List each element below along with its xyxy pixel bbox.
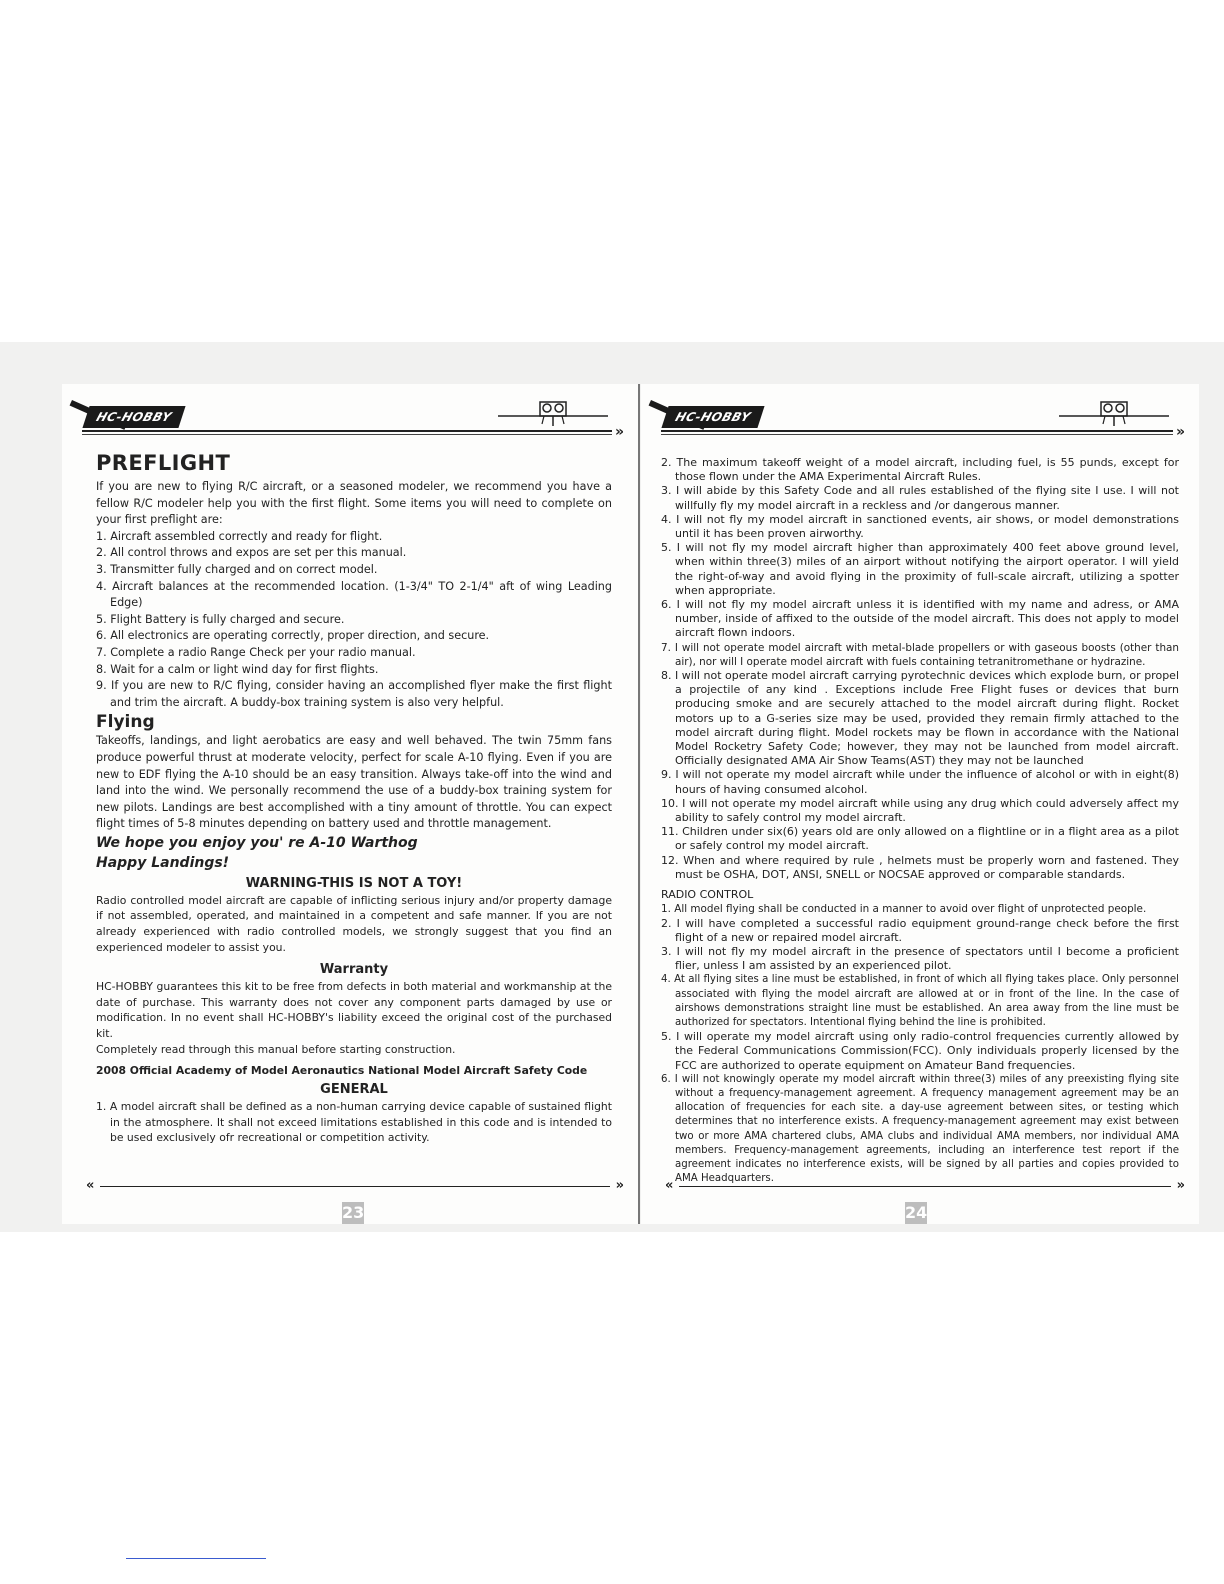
warranty-note: Completely read through this manual before starting construction. — [96, 1042, 456, 1056]
header-rule — [661, 430, 1173, 432]
page-header — [82, 392, 628, 438]
happy-landings-line: Happy Landings! — [96, 854, 230, 871]
footer-left-chevron-icon: « — [86, 1178, 95, 1193]
general-item: 7. I will not operate model aircraft with metal-blade propellers or with gaseous boosts (other than air), nor will I operate model aircraft with fuels containing tetranitromethane or hydrazine. — [661, 641, 1179, 668]
checklist-item: 6. All electronics are operating correctly, proper direction, and secure. — [96, 629, 490, 643]
checklist-item: 4. Aircraft balances at the recommended location. (1-3/4" TO 2-1/4" aft of wing Leading Edge) — [96, 579, 612, 610]
radio-item: 2. I will have completed a successful radio equipment ground-range check before the first flight of a new or repaired model aircraft. — [661, 916, 1179, 944]
general-item: 9. I will not operate my model aircraft while under the influence of alcohol or with in eight(8) hours of having consumed alcohol. — [661, 768, 1179, 796]
general-title: GENERAL — [320, 1082, 388, 1098]
checklist-item: 5. Flight Battery is fully charged and secure. — [96, 612, 345, 626]
general-item: 4. I will not fly my model aircraft in sanctioned events, air shows, or model demonstrations until it has been proven airworthy. — [661, 512, 1179, 541]
radio-item: 3. I will not fly my model aircraft in the presence of spectators until I become a proficient flier, unless I am assisted by an experienced pilot. — [661, 944, 1179, 973]
general-item: 11. Children under six(6) years old are only allowed on a flightline or in a flight area as a pilot or safely control my model aircraft. — [661, 825, 1179, 853]
header-chevron-icon: » — [614, 424, 624, 440]
footer-rule — [679, 1186, 1171, 1187]
footer-right-chevron-icon: » — [615, 1178, 624, 1193]
header-rule-thin — [661, 434, 1173, 435]
aircraft-icon — [498, 394, 608, 428]
general-list — [96, 1099, 612, 1146]
header-rule-thin — [82, 434, 612, 435]
page-number: 24 — [905, 1203, 928, 1222]
general-item: 6. I will not fly my model aircraft unless it is identified with my name and adress, or AMA number, inside of affixed to the outside of the model aircraft. This does not apply to model aircraft flown indoors. — [661, 598, 1179, 640]
footer-right-chevron-icon: » — [1176, 1178, 1185, 1193]
checklist-item: 8. Wait for a calm or light wind day for first flights. — [96, 662, 379, 676]
radio-item: 6. I will not knowingly operate my model aircraft within three(3) miles of any preexisting flying site without a frequency-management agreement. A frequency management agreement may be an allocation of frequencies for each site. a day-use agreement between sites, or testing which determines that no interference exists. A frequency-management agreement may exist between two or more AMA chartered clubs, AMA clubs and individual AMA members, nor individual AMA members. Frequency-management agreements, including an interference test report if the agreement indicates no interference exists, will be signed by all parties and copies provided to AMA Headquarters. — [661, 1073, 1179, 1185]
radio-item: 1. All model flying shall be conducted in a manner to avoid over flight of unprotected people. — [661, 903, 1147, 916]
warning-title: WARNING-THIS IS NOT A TOY! — [245, 875, 463, 891]
general-list-continued — [661, 456, 1179, 882]
general-item: 2. The maximum takeoff weight of a model aircraft, including fuel, is 55 punds, except for those flown under the AMA Experimental Aircraft Rules. — [661, 456, 1179, 484]
ama-code-title: 2008 Official Academy of Model Aeronautics National Model Aircraft Safety Code — [96, 1064, 588, 1078]
preflight-checklist — [96, 529, 612, 712]
general-item: 1. A model aircraft shall be defined as a non-human carrying device capable of sustained flight in the atmosphere. It shall not exceed limitations established in this code and is intended to be used exclusively ofr recreational or competition activity. — [96, 1100, 612, 1145]
right-page-content — [661, 456, 1179, 1186]
warning-text: Radio controlled model aircraft are capable of inflicting serious injury and/or property damage if not assembled, operated, and maintained in a competent and safe manner. If you are not already experienced with radio controlled models, we strongly suggest that you find an experienced modeler to assist you. — [96, 893, 612, 954]
warranty-text: HC-HOBBY guarantees this kit to be free from defects in both material and workmanship at the date of purchase. This warranty does not cover any component parts damaged by use or modification. In no event shall HC-HOBBY's liability exceed the original cost of the purchased kit. — [96, 980, 612, 1041]
header-rule — [82, 430, 612, 432]
radio-control-list — [661, 902, 1179, 1186]
page-footer — [665, 1180, 1185, 1194]
radio-item: 4. At all flying sites a line must be established, in front of which all flying takes place. Only personnel associated with flying the model aircraft are allowed at or in front of the line. In the case of airshows demonstrations straight line must be established. An area away from the line must be authorized for spectators. Intentional flying behind the line is prohibited. — [661, 974, 1179, 1028]
footer-rule — [100, 1186, 610, 1187]
general-item: 12. When and where required by rule , helmets must be properly worn and fastened. They must be OSHA, DOT, ANSI, SNELL or NOCSAE approved or comparable standards. — [661, 853, 1179, 881]
flying-text: Takeoffs, landings, and light aerobatics are easy and well behaved. The twin 75mm fans produce powerful thrust at moderate velocity, perfect for scale A-10 flying. Even if you are new to EDF flying the A-10 should be an easy transition. Always take-off into the wind and land into the wind. We personally recommend the use of a buddy-box training system for new pilots. Landings are best accomplished with a tiny amount of throttle. You can expect flight times of 5-8 minutes depending on battery used and throttle management. — [96, 734, 612, 831]
brand-logo: HC-HOBBY — [661, 406, 764, 428]
checklist-item: 1. Aircraft assembled correctly and ready for flight. — [96, 529, 383, 543]
general-item: 5. I will not fly my model aircraft higher than approximately 400 feet above ground level, when within three(3) miles of an airport without notifying the airport operator. I will yield the right-of-way and avoid flying in the proximity of full-scale aircraft, utilizing a spotter when appropriate. — [661, 541, 1179, 597]
flying-title: Flying — [96, 712, 155, 733]
checklist-item: 3. Transmitter fully charged and on correct model. — [96, 562, 378, 576]
page-left — [62, 384, 640, 1224]
aircraft-icon — [1059, 394, 1169, 428]
radio-item: 5. I will operate my model aircraft using only radio-control frequencies currently allowed by the Federal Communications Commission(FCC). Only individuals properly licensed by the FCC are authorized to operate equipment on Amateur Band frequencies. — [661, 1030, 1179, 1072]
manual-spread — [0, 342, 1224, 1232]
warranty-title: Warranty — [319, 962, 389, 978]
checklist-item: 9. If you are new to R/C flying, consider having an accomplished flyer make the first flight and trim the aircraft. A buddy-box training system is also very helpful. — [96, 679, 612, 709]
checklist-item: 7. Complete a radio Range Check per your radio manual. — [96, 645, 416, 659]
preflight-title: PREFLIGHT — [96, 451, 231, 475]
brand-logo: HC-HOBBY — [82, 406, 185, 428]
general-item: 8. I will not operate model aircraft carrying pyrotechnic devices which explode burn, or propel a projectile of any kind . Exceptions include Free Flight fuses or devices that burn producing smoke and are securely attached to the model aircraft during flight. Rocket motors up to a G-series size may be used, provided they remain firmly attached to the model aircraft during flight. Model rockets may be flown in accordance with the National Model Rocketry Safety Code; however, they may not be launched from model aircraft. Officially designated AMA Air Show Teams(AST) they may not be launched — [661, 669, 1179, 768]
left-page-content — [96, 450, 612, 1146]
page-footer — [86, 1180, 624, 1194]
page-number: 23 — [342, 1203, 365, 1222]
enjoy-line: We hope you enjoy you' re A-10 Warthog — [96, 834, 418, 851]
general-item: 3. I will abide by this Safety Code and all rules established of the flying site I use. I will not willfully fly my model aircraft in a reckless and /or dangerous manner. — [661, 484, 1179, 512]
page-right — [641, 384, 1199, 1224]
radio-control-title: RADIO CONTROL — [661, 888, 754, 902]
page-header — [661, 392, 1189, 438]
header-chevron-icon: » — [1175, 424, 1185, 440]
general-item: 10. I will not operate my model aircraft while using any drug which could adversely affect my ability to safely control my model aircraft. — [661, 796, 1179, 825]
footer-left-chevron-icon: « — [665, 1178, 674, 1193]
preflight-intro: If you are new to flying R/C aircraft, or a seasoned modeler, we recommend you have a fellow R/C modeler help you with the first flight. Some items you will need to complete on your first preflight are: — [96, 480, 612, 527]
bottom-link-underline — [126, 1558, 266, 1559]
checklist-item: 2. All control throws and expos are set per this manual. — [96, 546, 407, 560]
